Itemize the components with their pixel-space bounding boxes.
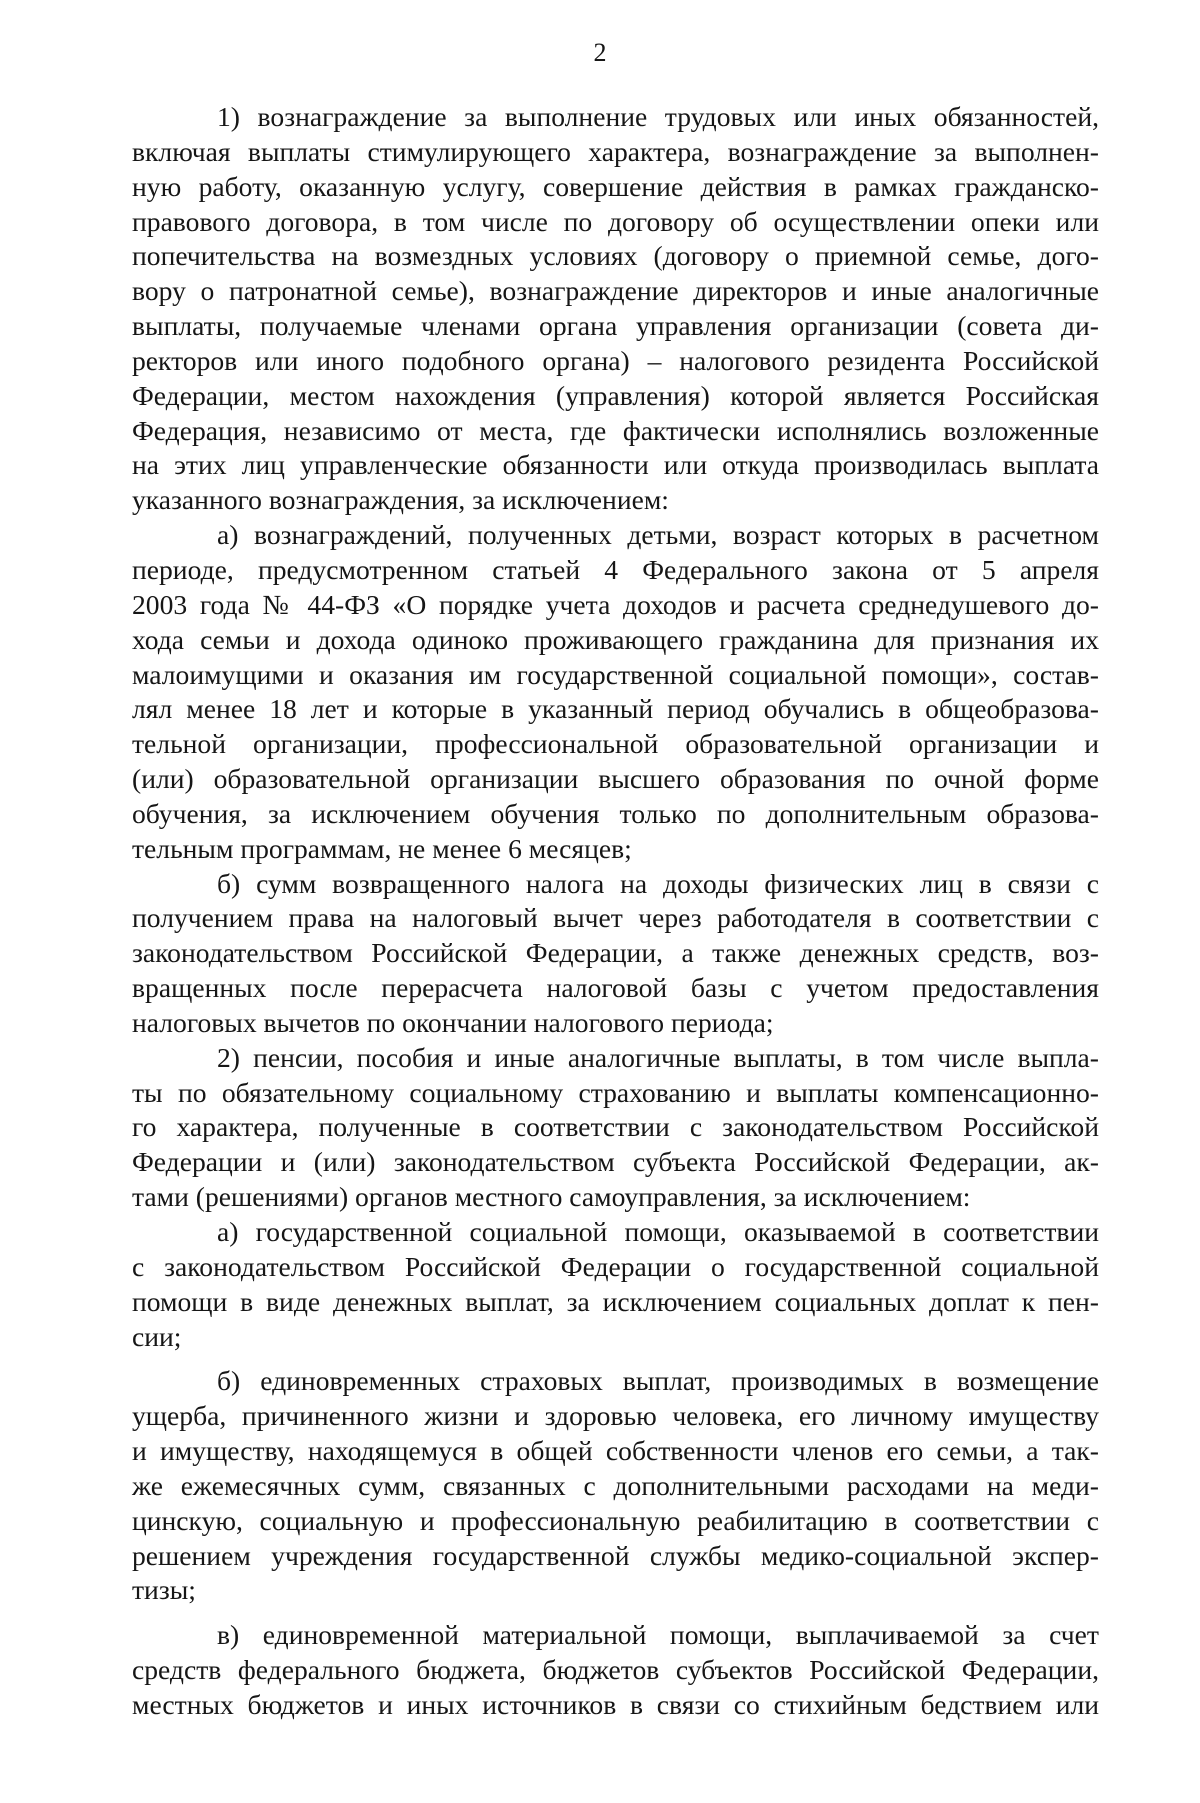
text-line: малоимущими и оказания им государственной социальной помощи», состав- [132, 658, 1099, 690]
text-line: а) государственной социальной помощи, оказываемой в соответствии [217, 1216, 1099, 1247]
text-line: вращенных после перерасчета налоговой базы с учетом предоставления [132, 972, 1099, 1004]
text-line: получением права на налоговый вычет через работодателя в соответствии с [132, 902, 1099, 934]
text-line: 2) пенсии, пособия и иные аналогичные выплаты, в том числе выпла- [217, 1041, 1099, 1073]
text-line: тельной организации, профессиональной образовательной организации и [132, 728, 1099, 760]
text-line: ущерба, причиненного жизни и здоровью человека, его личному имуществу [132, 1400, 1099, 1432]
text-line: правового договора, в том числе по договору об осуществлении опеки или [132, 205, 1099, 237]
text-line: вору о патронатной семье), вознаграждение директоров и иные аналогичные [132, 275, 1099, 307]
text-line: на этих лиц управленческие обязанности или откуда производилась выплата [132, 449, 1099, 481]
text-line: тизы; [132, 1574, 196, 1606]
text-line: выплаты, получаемые членами органа управления организации (совета ди- [132, 310, 1099, 342]
text-line: тельным программам, не менее 6 месяцев; [132, 832, 632, 864]
paragraph-2v-material-aid [132, 1618, 1099, 1723]
text-line: налоговых вычетов по окончании налогового периода; [132, 1006, 774, 1038]
text-line: местных бюджетов и иных источников в связи со стихийным бедствием или [132, 1688, 1099, 1720]
text-line: ректоров или иного подобного органа) – налогового резидента Российской [132, 344, 1099, 376]
text-line: с законодательством Российской Федерации о государственной социальной [132, 1250, 1099, 1282]
text-line: включая выплаты стимулирующего характера, вознаграждение за выполнен- [132, 135, 1099, 167]
text-line: сии; [132, 1320, 182, 1352]
paragraph-spacer [132, 1608, 1099, 1618]
text-line: обучения, за исключением обучения только по дополнительным образова- [132, 797, 1099, 829]
text-line: а) вознаграждений, полученных детьми, возраст которых в расчетном [217, 519, 1099, 551]
text-line: тами (решениями) органов местного самоуправления, за исключением: [132, 1181, 971, 1213]
text-line: б) сумм возвращенного налога на доходы физических лиц в связи с [217, 867, 1099, 899]
text-line: указанного вознаграждения, за исключением: [132, 484, 669, 516]
text-line: в) единовременной материальной помощи, выплачиваемой за счет [217, 1619, 1099, 1651]
text-line: 2003 года № 44-ФЗ «О порядке учета доходов и расчета среднедушевого до- [132, 588, 1099, 620]
text-line: Федерации и (или) законодательством субъекта Российской Федерации, ак- [132, 1146, 1099, 1178]
text-line: помощи в виде денежных выплат, за исключением социальных доплат к пен- [132, 1285, 1099, 1317]
text-line: Федерация, независимо от места, где фактически исполнялись возложенные [132, 414, 1099, 446]
text-line: ты по обязательному социальному страхованию и выплаты компенсационно- [132, 1076, 1099, 1108]
paragraph-2a-state-social-aid [132, 1215, 1099, 1354]
text-line: лял менее 18 лет и которые в указанный период обучались в общеобразова- [132, 693, 1099, 725]
text-line: (или) образовательной организации высшего образования по очной форме [132, 763, 1099, 795]
text-line: же ежемесячных сумм, связанных с дополнительными расходами на меди- [132, 1469, 1099, 1501]
text-line: попечительства на возмездных условиях (договору о приемной семье, дого- [132, 240, 1099, 272]
text-line: цинскую, социальную и профессиональную реабилитацию в соответствии с [132, 1504, 1099, 1536]
document-body [132, 100, 1099, 1723]
text-line: ную работу, оказанную услугу, совершение действия в рамках гражданско- [132, 170, 1099, 202]
text-line: б) единовременных страховых выплат, производимых в возмещение [217, 1365, 1099, 1397]
text-line: го характера, полученные в соответствии с законодательством Российской [132, 1111, 1099, 1143]
paragraph-1b-returned-tax [132, 867, 1099, 1041]
text-line: Федерации, местом нахождения (управления) которой является Российская [132, 379, 1099, 411]
paragraph-2b-insurance-payments [132, 1364, 1099, 1608]
text-line: 1) вознаграждение за выполнение трудовых или иных обязанностей, [217, 101, 1099, 132]
text-line: средств федерального бюджета, бюджетов субъектов Российской Федерации, [132, 1654, 1099, 1686]
page-number: 2 [593, 38, 607, 67]
text-line: решением учреждения государственной службы медико-социальной экспер- [132, 1539, 1099, 1571]
paragraph-1a-children-remuneration [132, 518, 1099, 866]
paragraph-spacer [132, 1354, 1099, 1364]
text-line: хода семьи и дохода одиноко проживающего гражданина для признания их [132, 623, 1099, 655]
paragraph-1-remuneration [132, 100, 1099, 518]
text-line: и имуществу, находящемуся в общей собственности членов его семьи, а так- [132, 1435, 1099, 1467]
text-line: законодательством Российской Федерации, а также денежных средств, воз- [132, 937, 1099, 969]
text-line: периоде, предусмотренном статьей 4 Федерального закона от 5 апреля [132, 553, 1099, 585]
paragraph-2-pensions-benefits [132, 1041, 1099, 1215]
